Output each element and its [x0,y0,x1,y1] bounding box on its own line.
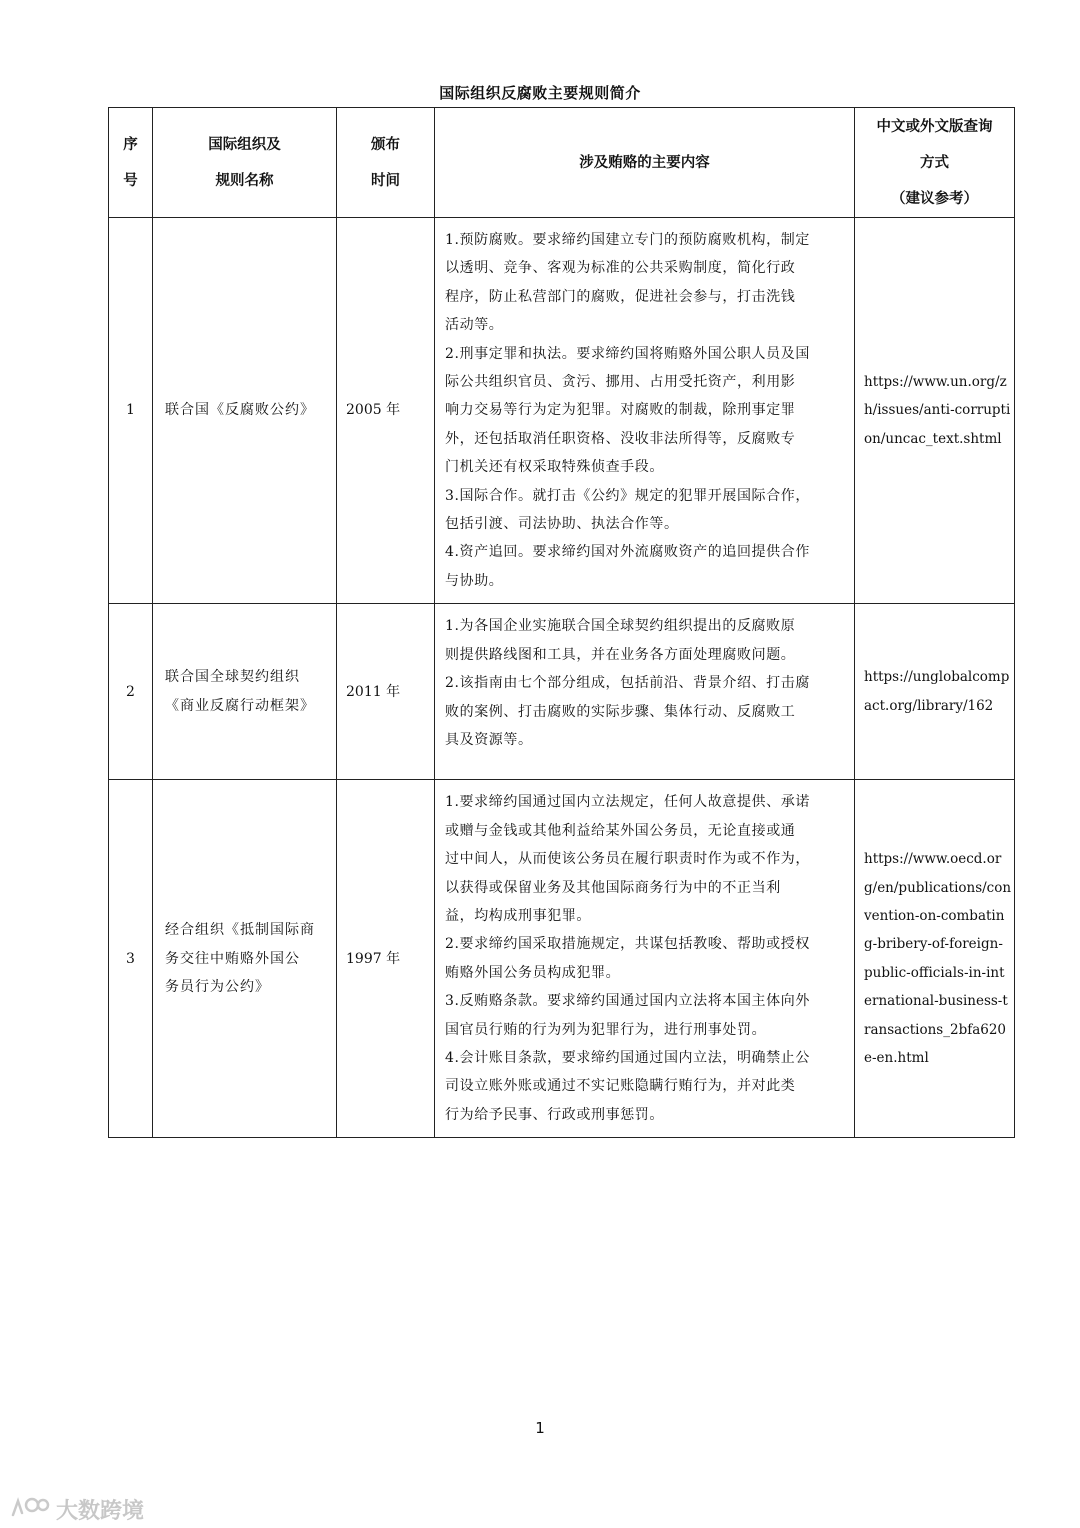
row-seq: 3 [109,780,153,1138]
header-query-line-2: 方式 [920,154,949,171]
org-line: 联合国《反腐败公约》 [165,402,315,419]
org-line: 经合组织《抵制国际商 [165,922,315,939]
url-line: act.org/library/162 [864,697,994,714]
url-line: h/issues/anti-corrupti [864,402,1011,419]
content-line: 则提供路线图和工具，并在业务各方面处理腐败问题。 [445,646,796,663]
row-content [435,218,855,604]
content-line: 1.为各国企业实施联合国全球契约组织提出的反腐败原 [445,618,796,635]
org-line: 联合国全球契约组织 [165,669,300,686]
header-seq-line-2: 号 [123,172,138,189]
content-line: 响力交易等行为定为犯罪。对腐败的制裁，除刑事定罪 [445,402,796,419]
url-line: g/en/publications/con [864,879,1012,896]
content-line: 际公共组织官员、贪污、挪用、占用受托资产，利用影 [445,374,796,391]
row-seq: 1 [109,218,153,604]
row-content [435,780,855,1138]
content-line: 司设立账外账或通过不实记账隐瞒行贿行为，并对此类 [445,1078,796,1095]
header-org [153,108,337,218]
content-line: 以透明、竞争、客观为标准的公共采购制度，简化行政 [445,260,796,277]
url-line: https://unglobalcomp [864,669,1010,686]
url-line: https://www.un.org/z [864,374,1007,391]
content-line: 2.要求缔约国采取措施规定，共谋包括教唆、帮助或授权 [445,936,810,953]
org-line: 务员行为公约》 [165,978,270,995]
row-content [435,604,855,780]
url-line: https://www.oecd.or [864,851,1002,868]
page-number: 1 [535,1419,545,1437]
row-year: 1997 年 [337,780,435,1138]
header-seq-line-1: 序 [123,136,138,153]
url-line: e-en.html [864,1049,929,1066]
content-line: 1.预防腐败。要求缔约国建立专门的预防腐败机构，制定 [445,232,810,248]
watermark [10,1494,144,1524]
table-row [109,218,1015,604]
org-line: 务交往中贿赂外国公 [165,950,300,967]
header-content-line-1: 涉及贿赂的主要内容 [579,154,710,171]
content-line: 以获得或保留业务及其他国际商务行为中的不正当利 [445,879,781,896]
url-line: ernational-business-t [864,993,1008,1010]
header-org-line-2: 规则名称 [215,172,274,189]
row-org [153,604,337,780]
content-line: 或赠与金钱或其他利益给某外国公务员，无论直接或通 [445,822,796,839]
content-line: 外，还包括取消任职资格、没收非法所得等，反腐败专 [445,430,796,447]
content-line: 活动等。 [445,317,504,334]
row-org [153,218,337,604]
header-query-line-1: 中文或外文版查询 [876,118,993,135]
content-line: 贿赂外国公务员构成犯罪。 [445,964,621,981]
content-line: 过中间人，从而使该公务员在履行职责时作为或不作为， [445,851,810,868]
content-line: 败的案例、打击腐败的实际步骤、集体行动、反腐败工 [445,703,796,720]
row-year: 2011 年 [337,604,435,780]
header-date [337,108,435,218]
header-content [435,108,855,218]
row-query-link[interactable] [855,604,1015,780]
document-title: 国际组织反腐败主要规则简介 [439,84,641,102]
row-query-link[interactable] [855,218,1015,604]
brand-logo-icon [10,1493,50,1525]
content-line: 程序，防止私营部门的腐败，促进社会参与，打击洗钱 [445,288,796,305]
content-line: 与协助。 [445,572,504,589]
content-line: 门机关还有权采取特殊侦查手段。 [445,459,664,476]
content-line: 4.会计账目条款，要求缔约国通过国内立法，明确禁止公 [445,1049,810,1066]
row-org [153,780,337,1138]
header-org-line-1: 国际组织及 [208,136,281,153]
url-line: ransactions_2bfa620 [864,1021,1007,1038]
content-line: 3.反贿赂条款。要求缔约国通过国内立法将本国主体向外 [445,993,810,1010]
rules-table [108,107,1015,1138]
url-line: on/uncac_text.shtml [864,430,1002,447]
header-date-line-2: 时间 [371,172,400,189]
header-date-line-1: 颁布 [371,136,400,153]
content-line: 具及资源等。 [445,731,533,748]
content-line: 包括引渡、司法协助、执法合作等。 [445,516,679,533]
row-year: 2005 年 [337,218,435,604]
row-seq: 2 [109,604,153,780]
content-line: 益，均构成刑事犯罪。 [445,907,591,924]
header-query [855,108,1015,218]
table-header-row [109,108,1015,218]
watermark-text: 大数跨境 [56,1498,145,1524]
org-line: 《商业反腐行动框架》 [165,697,315,714]
row-query-link[interactable] [855,780,1015,1138]
content-line: 2.刑事定罪和执法。要求缔约国将贿赂外国公职人员及国 [445,345,810,362]
content-line: 国官员行贿的行为列为犯罪行为，进行刑事处罚。 [445,1021,767,1038]
content-line: 行为给予民事、行政或刑事惩罚。 [445,1106,664,1123]
content-line: 1.要求缔约国通过国内立法规定，任何人故意提供、承诺 [445,794,810,811]
content-line: 3.国际合作。就打击《公约》规定的犯罪开展国际合作， [445,487,810,504]
header-seq [109,108,153,218]
table-row [109,604,1015,780]
header-query-line-3: （建议参考） [891,190,978,207]
url-line: public-officials-in-int [864,964,1005,981]
content-line: 2.该指南由七个部分组成，包括前沿、背景介绍、打击腐 [445,675,810,692]
url-line: vention-on-combatin [864,907,1005,924]
content-line: 4.资产追回。要求缔约国对外流腐败资产的追回提供合作 [445,544,810,561]
url-line: g-bribery-of-foreign- [864,936,1003,953]
table-row [109,780,1015,1138]
